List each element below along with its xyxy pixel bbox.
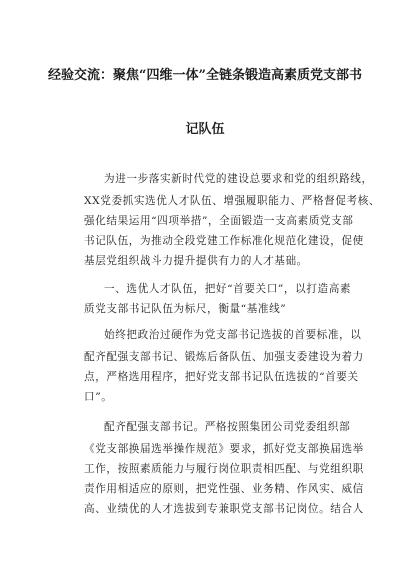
- paragraph-line: 始终把政治过硬作为党支部书记选拔的首要标准，以: [104, 329, 362, 341]
- paragraph-line: 配齐配强支部书记。严格按照集团公司党委组织部: [104, 421, 351, 433]
- section-heading-line: 质党支部书记队伍为标尺，衡量“基准线”: [84, 303, 287, 315]
- paragraph-line: 配齐配强支部书记、锻炼后备队伍、加强支委建设为着力: [84, 351, 364, 363]
- paragraph-line: 口”。: [84, 391, 113, 403]
- paragraph-line: 为进一步落实新时代党的建设总要求和党的组织路线，: [104, 173, 373, 185]
- section-heading-line: 一、选优人才队伍，把好“首要关口”，以打造高素: [104, 283, 352, 295]
- paragraph-line: 责作用相适应的原则，把党性强、业务精、作风实、威信: [84, 483, 364, 495]
- paragraph-line: 强化结果运用“四项举措”，全面锻造一支高素质党支部: [84, 215, 354, 227]
- document-title-line-1: 经验交流：聚焦“四维一体”全链条锻造高素质党支部书: [48, 68, 362, 83]
- document-title-line-2: 记队伍: [185, 122, 225, 137]
- paragraph-line: 工作，按照素质能力与履行岗位职责相匹配、与党组织职: [84, 463, 364, 475]
- paragraph-line: XX党委抓实选优人才队伍、增强履职能力、严格督促考核、: [84, 195, 381, 207]
- paragraph-line: 基层党组织战斗力提升提供有力的人才基础。: [84, 255, 308, 267]
- paragraph-line: 《党支部换届选举操作规范》要求，抓好党支部换届选举: [84, 443, 364, 455]
- paragraph-line: 高、业绩优的人才选拔到专兼职党支部书记岗位。结合人: [84, 503, 364, 515]
- paragraph-line: 点，严格选用程序，把好党支部书记队伍选拔的“首要关: [84, 371, 359, 383]
- paragraph-line: 书记队伍，为推动全段党建工作标准化规范化建设，促使: [84, 235, 364, 247]
